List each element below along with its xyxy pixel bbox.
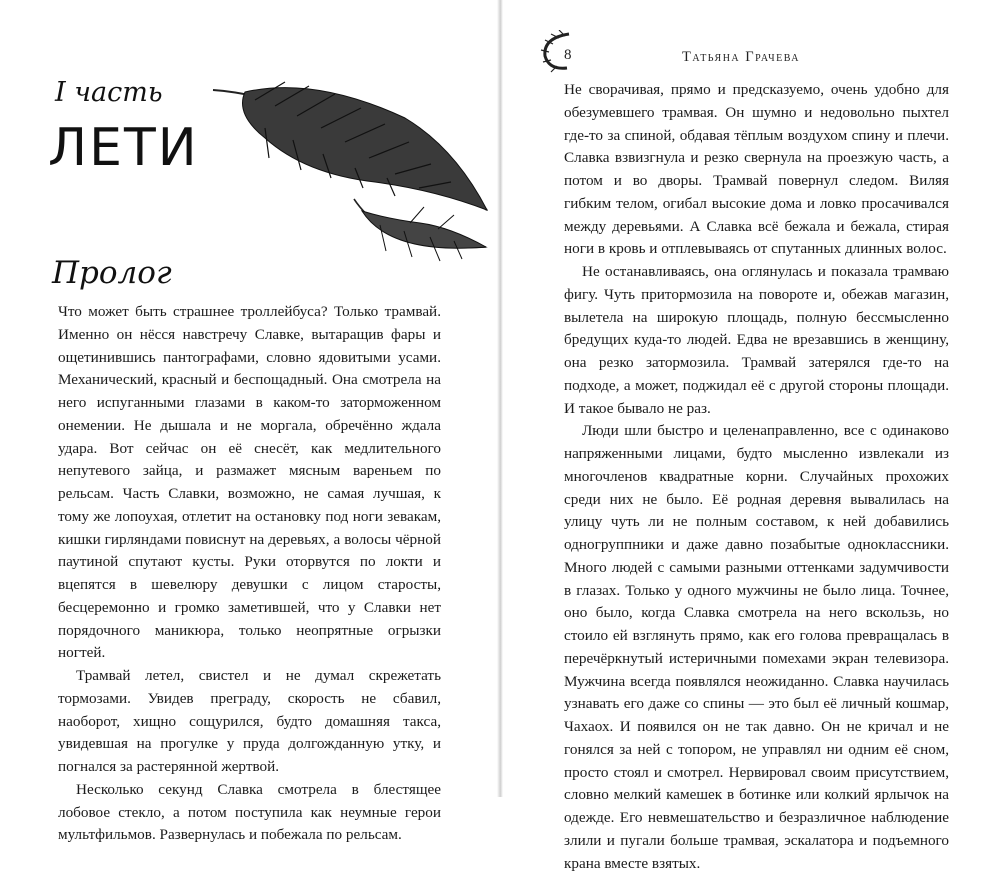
page-number-ornament	[539, 30, 589, 74]
left-body-text	[58, 301, 441, 847]
page-number: 8	[564, 47, 572, 63]
paragraph: Люди шли быстро и целенаправленно, все с одинаково напряженными лицами, будто мысленно извлекали из многочленов квадратные корни. Случайных прохожих среди них не было. Её родная деревня вывалилась на улицу чуть ли не полным составом, к ней добавились одногруппники и даже давно позабытые одноклассники. Много людей с самыми разными оттенками задумчивости в глазах. Только у одного мужчины не было лица. Точнее, оно было, когда Славка смотрела на него вскользь, но стоило ей взглянуть прямо, как его голова превращалась в перечёркнутый истеричными помехами экран телевизора. Мужчина всегда появлялся неожиданно. Славка научилась узнавать его даже со спины — это был её личный кошмар, Чахаох. И появился он не так давно. Он не кричал и не гонялся за ней с топором, не управлял ни одним её сном, просто стоял и смотрел. Нервировал своим присутствием, словно мелкий камешек в ботинке или колкий ярлычок на одежде. Его невмешательство и безразличное наблюдение злили и пугали больше трамвая, эскалатора и подъемного крана вместе взятых.	[564, 422, 949, 872]
running-head: Татьяна Грачева	[682, 49, 800, 65]
paragraph: Не сворачивая, прямо и предсказуемо, очень удобно для обезумевшего трамвая. Он шумно и недовольно пыхтел где-то за спиной, обдавая тёплым воздухом спину и плечи. Славка взвизгнула и резко свернула на проезжую часть, а потом и во дворы. Трамвай повернул следом. Виляя гибким телом, огибал высокие дома и ловко просачивался между деревьями. А Славка всё бежала и бежала, стирая ноги в кровь и отплевываясь от спутанных длинных волос.	[564, 81, 949, 258]
feather-ornament-icon	[539, 30, 579, 74]
paragraph: Не останавливаясь, она оглянулась и показала трамваю фигу. Чуть притормозила на повороте и, обежав магазин, вылетела на широкую площадь, полную бессмысленно бредущих куда-то людей. Едва не врезавшись в женщину, она резко затормозила. Трамвай затерялся где-то на подходе, а может, поджидал её с другой стороны площади. И такое бывало не раз.	[564, 263, 949, 417]
left-page	[0, 0, 497, 844]
chapter-title: ЛЕТИ	[48, 118, 199, 178]
right-body-text	[564, 79, 949, 875]
small-feather-icon	[350, 193, 490, 273]
paragraph: Трамвай летел, свистел и не думал скрежетать тормозами. Увидев преграду, скорость не сбавил, наоборот, хищно сощурился, будто домашняя такса, увидевшая на прогулке у пруда долгожданную утку, и погнался за растерянной жертвой.	[58, 667, 441, 775]
part-label: I часть	[55, 77, 163, 108]
paragraph: Несколько секунд Славка смотрела в блестящее лобовое стекло, а потом поступила как неумные герои мультфильмов. Развернулась и побежала по рельсам.	[58, 780, 441, 844]
paragraph: Что может быть страшнее троллейбуса? Только трамвай. Именно он нёсся навстречу Славке, вытаращив фары и ощетинившись пантографами, словно ядовитыми усами. Механический, красный и беспощадный. Она смотрела на него испуганными глазами в каком-то заторможенном онемении. Не дышала и не моргала, обречённо ждала удара. Вот сейчас он её снесёт, как медлительного непутевого зайца, и размажет мясным вареньем по рельсам. Часть Славки, возможно, не самая лучшая, к тому же лопоухая, отлетит на остановку под ноги зевакам, кишки гирляндами повиснут на деревьях, а волосы чёрной паутиной спутают кусты. Руки оторвутся по локти и вцепятся в шевелюру девушки с лицом старосты, бесцеремонно и громко заметившей, что у Славки нет порядочного маникюра, только неопрятные огрызки ногтей.	[58, 303, 441, 662]
right-page	[503, 0, 1000, 872]
section-title: Пролог	[52, 255, 172, 291]
